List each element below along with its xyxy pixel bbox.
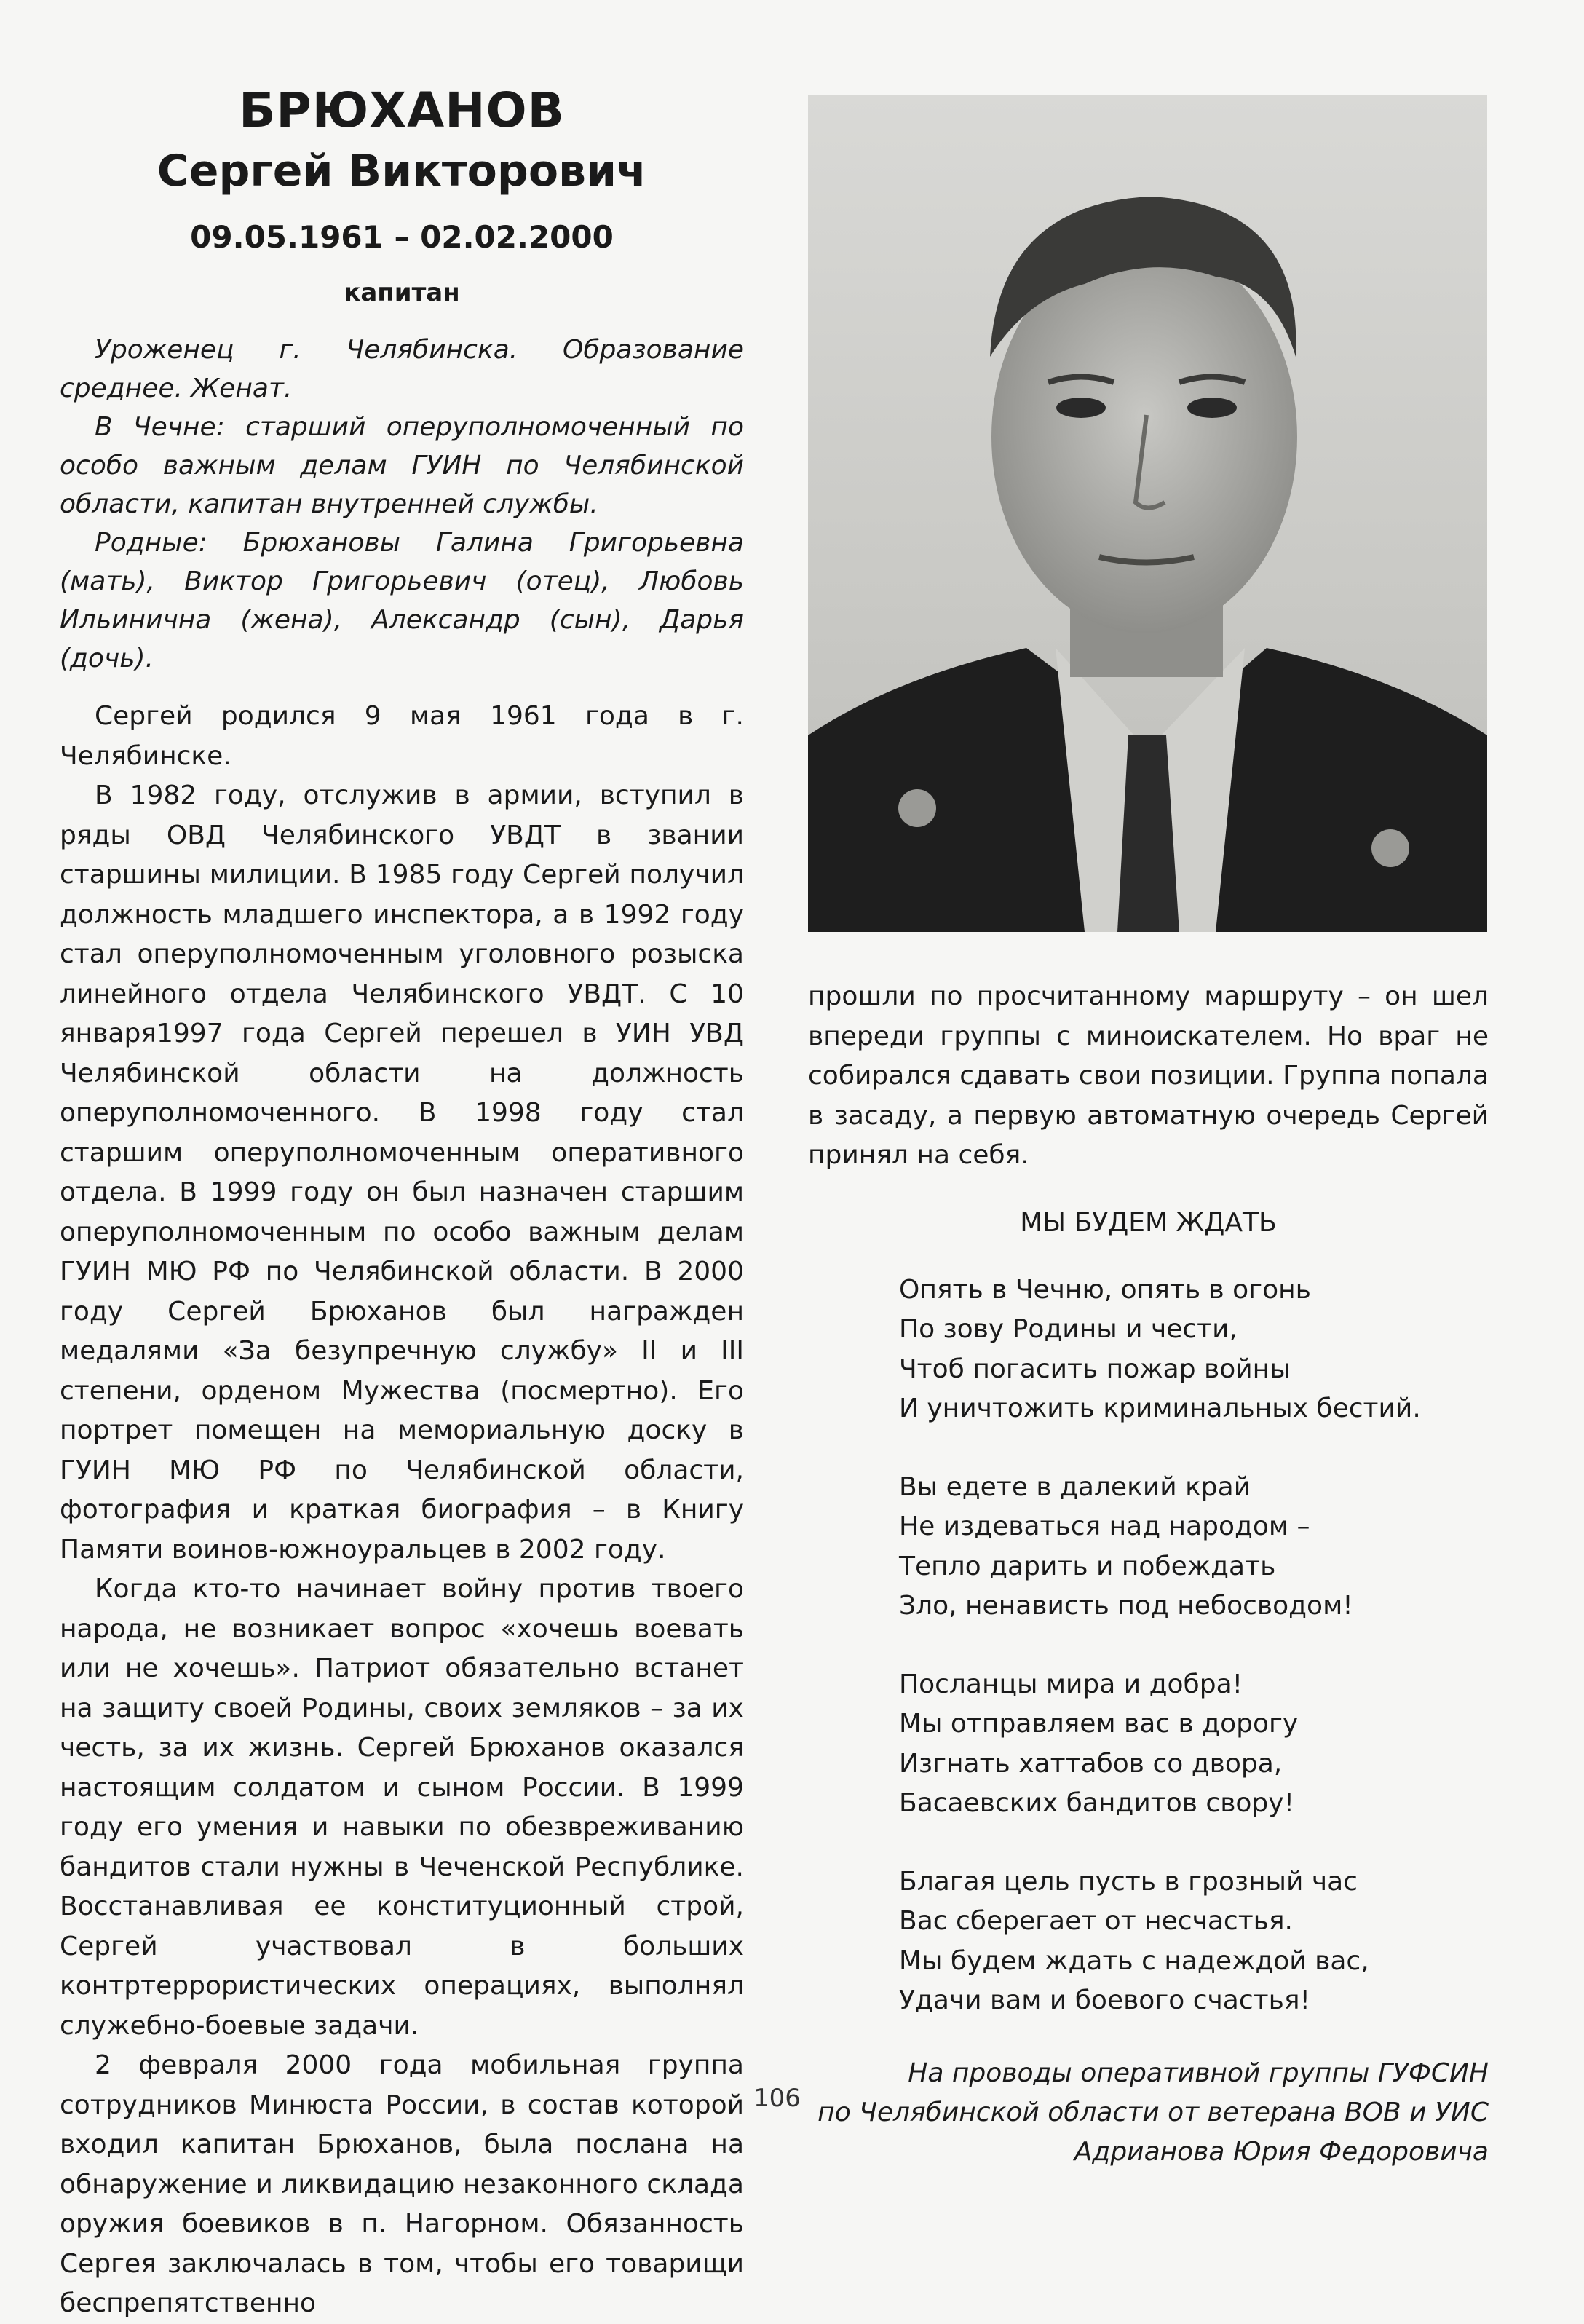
full-name-heading: Сергей Викторович [157, 146, 647, 197]
biography-paragraph: В 1982 году, отслужив в армии, вступил в ряды ОВД Челябинского УВДТ в звании старшины милиции. В 1985 году Сергей получил должность младшего инспектора, а в 1992 году стал оперуполномоченным уголовного розыска линейного отдела Челябинского УВДТ. С 10 января1997 года Сергей перешел в УИН УВД Челябинской области на должность оперуполномоченного. В 1998 году стал старшим оперуполномоченным оперативного отдела. В 1999 году он был назначен старшим оперуполномоченным по особо важным делам ГУИН МЮ РФ по Челябинской области. В 2000 году Сергей Брюханов был награжден медалями «За безупречную службу» II и III степени, орденом Мужества (посмертно). Его портрет помещен на мемориальную доску в ГУИН МЮ РФ по Челябинской области, фотография и краткая биография – в Книгу Памяти воинов-южноуральцев в 2002 году. [60, 780, 744, 1565]
life-dates: 09.05.1961 – 02.02.2000 [190, 219, 614, 255]
poem-line: Вас сберегает от несчастья. [899, 1906, 1294, 1936]
dedication-line: по Челябинской области от ветерана ВОВ и УИС [817, 2097, 1489, 2127]
intro-relatives: Родные: Брюхановы Галина Григорьевна (мать), Виктор Григорьевич (отец), Любовь Ильинична (жена), Александр (сын), Дарья (дочь). [60, 528, 744, 673]
intro-chechnya-role: В Чечне: старший оперуполномоченный по особо важным делам ГУИН по Челябинской области, капитан внутренней службы. [60, 412, 744, 519]
surname-heading: БРЮХАНОВ [239, 82, 565, 138]
poem-title: МЫ БУДЕМ ЖДАТЬ [1020, 1207, 1277, 1238]
poem-line: Не издеваться над народом – [899, 1511, 1310, 1541]
biography-paragraph: Сергей родился 9 мая 1961 года в г. Челябинске. [60, 701, 744, 771]
biography-text [60, 697, 744, 2324]
poem-line: Удачи вам и боевого счастья! [899, 1985, 1310, 2015]
poem-stanza [899, 1862, 1489, 2021]
intro-block [60, 331, 744, 678]
poem-line: Мы будем ждать с надеждой вас, [899, 1945, 1369, 1976]
page-number: 106 [753, 2084, 801, 2113]
poem-line: И уничтожить криминальных бестий. [899, 1394, 1421, 1423]
poem-line: Изгнать хаттабов со двора, [899, 1748, 1283, 1779]
portrait-illustration [808, 95, 1487, 932]
poem-line: Мы отправляем вас в дорогу [899, 1709, 1299, 1739]
poem-line: Басаевских бандитов свору! [899, 1788, 1295, 1818]
dedication-line: На проводы оперативной группы ГУФСИН [908, 2058, 1489, 2088]
poem-line: Благая цель пусть в грозный час [899, 1866, 1358, 1897]
poem-line: Чтоб погасить пожар войны [899, 1353, 1291, 1384]
poem-line: Опять в Чечню, опять в огонь [899, 1274, 1311, 1305]
poem-line: Вы едете в далекий край [899, 1471, 1251, 1502]
poem [899, 1270, 1489, 2021]
poem-line: Посланцы мира и добра! [899, 1669, 1243, 1699]
rank-label: капитан [344, 278, 460, 307]
poem-stanza [899, 1665, 1489, 1824]
left-column [60, 80, 744, 2324]
biography-paragraph: Когда кто-то начинает войну против твоего народа, не возникает вопрос «хочешь воевать или не хочешь». Патриот обязательно встанет на защиту своей Родины, своих земляков – за их честь, за их жизнь. Сергей Брюханов оказался настоящим солдатом и сыном России. В 1999 году его умения и навыки по обезвреживанию бандитов стали нужны в Чеченской Республике. Восстанавливая ее конституционный строй, Сергей участвовал в больших контртеррористических операциях, выполнял служебно-боевые задачи. [60, 1574, 744, 2041]
biography-continuation [808, 977, 1489, 1176]
continuation-paragraph: прошли по просчитанному маршруту – он шел впереди группы с миноискателем. Но враг не собирался сдавать свои позиции. Группа попала в засаду, а первую автоматную очередь Сергей принял на себя. [808, 981, 1489, 1170]
dedication-line: Адрианова Юрия Федоровича [1074, 2136, 1489, 2167]
poem-dedication [808, 2054, 1489, 2172]
intro-origin: Уроженец г. Челябинска. Образование среднее. Женат. [60, 335, 744, 403]
biography-paragraph: 2 февраля 2000 года мобильная группа сотрудников Минюста России, в состав которой входил капитан Брюханов, была послана на обнаружение и ликвидацию незаконного склада оружия боевиков в п. Нагорном. Обязанность Сергея заключалась в том, чтобы его товарищи беспрепятственно [60, 2050, 744, 2318]
poem-stanza [899, 1270, 1489, 1429]
right-column [808, 95, 1489, 2172]
poem-line: По зову Родины и чести, [899, 1314, 1238, 1344]
poem-stanza [899, 1468, 1489, 1627]
poem-line: Зло, ненависть под небосводом! [899, 1591, 1353, 1621]
poem-line: Тепло дарить и побеждать [899, 1551, 1276, 1581]
portrait-photo [808, 95, 1487, 932]
